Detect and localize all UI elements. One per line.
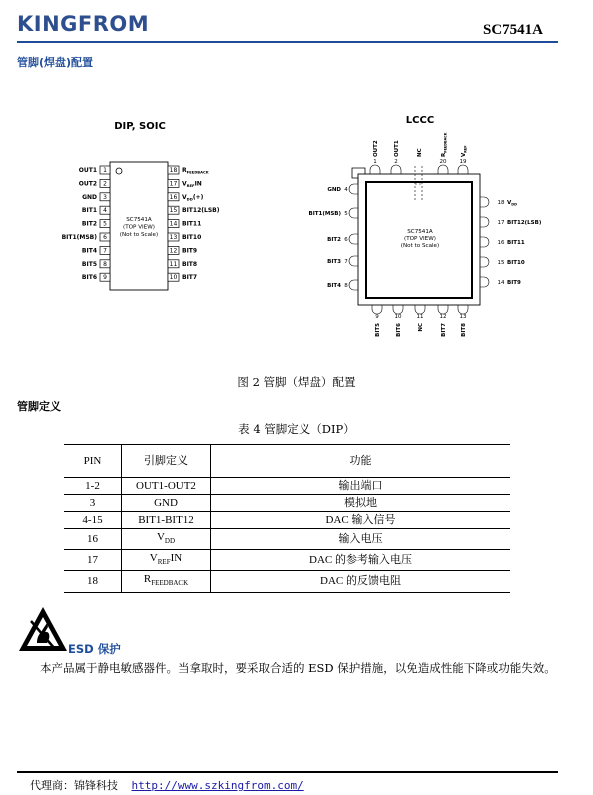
dip-pin-label: BIT2 [81, 220, 97, 228]
dip-pin-label: $R_{FEEDBACK}$ [182, 167, 209, 175]
lccc-pin-number: 15 [497, 260, 505, 266]
lccc-chip-label: (Not to Scale) [400, 243, 440, 249]
dip-pin-number: 1 [103, 167, 107, 174]
lccc-pin-label: NC [418, 323, 424, 332]
dip-pin-label: BIT8 [182, 260, 198, 268]
lccc-pin-number: 16 [497, 240, 505, 246]
lccc-pin-label: BIT9 [507, 280, 521, 286]
dip-pin-label: $V_{DD}(+)$ [182, 193, 204, 202]
part-number: SC7541A [482, 22, 543, 38]
esd-title: ESD 保护 [68, 642, 121, 656]
table-row [64, 512, 510, 529]
lccc-pad [480, 197, 489, 207]
cell-def [122, 529, 211, 550]
header-def: 引脚定义 [122, 445, 211, 478]
lccc-pin-label: BIT8 [461, 323, 467, 337]
lccc-pad [438, 165, 448, 174]
dip-pin-label: BIT6 [81, 274, 97, 282]
dip-pin-number: 17 [169, 180, 178, 188]
lccc-pad [393, 305, 403, 314]
cell-pin: 4-15 [64, 512, 122, 529]
lccc-pin-number: 11 [416, 314, 424, 320]
lccc-pad [480, 257, 489, 267]
lccc-pad [349, 280, 358, 290]
cell-pin: 3 [64, 495, 122, 512]
dip-chip-label: (TOP VIEW) [123, 224, 155, 231]
def-sub: REF [157, 558, 171, 567]
lccc-pin-number: 6 [344, 237, 348, 243]
lccc-pad [480, 237, 489, 247]
lccc-pad [415, 305, 425, 314]
lccc-pin-label: BIT5 [375, 323, 381, 337]
lccc-pin-label: BIT6 [396, 323, 402, 337]
dip-chip-label: (Not to Scale) [119, 232, 159, 238]
lccc-pin-number: 14 [497, 280, 505, 286]
esd-warning-icon [17, 605, 69, 653]
lccc-pin-label: BIT4 [327, 283, 341, 289]
lccc-corner [352, 168, 365, 184]
lccc-pin-label: OUT2 [373, 140, 379, 157]
cell-pin: 17 [64, 550, 122, 571]
footer-divider [17, 771, 558, 773]
pin1-marker [116, 168, 122, 174]
cell-pin: 18 [64, 571, 122, 592]
lccc-pin-label: GND [327, 187, 341, 193]
lccc-pin-label: OUT1 [394, 140, 400, 157]
dip-pin-number: 18 [169, 167, 178, 174]
dip-pin-label: BIT12(LSB) [182, 207, 220, 215]
cell-def: OUT1-OUT2 [122, 478, 211, 495]
lccc-pin-number: 10 [394, 314, 402, 320]
cell-func: DAC 的反馈电阻 [211, 571, 511, 592]
dip-pin-label: $V_{REF}IN$ [182, 180, 202, 188]
cell-func: DAC 的参考输入电压 [211, 550, 511, 571]
lccc-pin-label: BIT10 [507, 260, 525, 266]
dip-pin-label: BIT4 [81, 247, 97, 255]
lccc-pad [372, 305, 382, 314]
dip-pin-number: 14 [169, 220, 178, 228]
section-title: 管脚(焊盘)配置 [17, 56, 94, 69]
table-row [64, 550, 510, 571]
lccc-pin-label: BIT3 [327, 259, 341, 265]
table-caption: 表 4 管脚定义（DIP） [238, 422, 355, 436]
cell-pin: 1-2 [64, 478, 122, 495]
dip-chip-label: SC7541A [126, 217, 152, 223]
dip-pin-number: 15 [169, 207, 178, 215]
dip-pin-number: 12 [169, 247, 178, 255]
dip-pin-label: BIT11 [182, 220, 202, 228]
lccc-pad [370, 165, 380, 174]
lccc-pin-number: 19 [459, 159, 467, 165]
lccc-pad [349, 208, 358, 218]
dip-pin-number: 8 [103, 260, 107, 268]
dip-pin-label: BIT1 [81, 207, 97, 215]
header-pin: PIN [64, 445, 122, 478]
cell-def: GND [122, 495, 211, 512]
lccc-pin-label: BIT1(MSB) [308, 211, 341, 217]
company-logo: KINGFROM [17, 12, 150, 36]
def-sub: FEEDBACK [151, 579, 189, 588]
lccc-pad [349, 184, 358, 194]
dip-pin-label: BIT7 [182, 274, 198, 282]
lccc-pin-number: 8 [344, 283, 348, 289]
lccc-pin-number: 12 [439, 314, 447, 320]
dip-pin-number: 6 [103, 234, 107, 241]
lccc-pin-number: 1 [373, 159, 377, 165]
dip-pin-number: 10 [169, 274, 178, 282]
lccc-pin-number: 2 [394, 159, 398, 165]
lccc-pad [391, 165, 401, 174]
lccc-diagram [309, 115, 542, 337]
dip-pin-number: 2 [103, 180, 107, 188]
lccc-pin-number: 17 [497, 220, 505, 226]
def-tail: IN [170, 552, 183, 565]
lccc-pin-number: 18 [497, 200, 505, 206]
cell-def [122, 550, 211, 571]
lccc-pin-label: NC [417, 148, 423, 157]
cell-func: 模拟地 [211, 495, 511, 512]
lccc-title: LCCC [405, 115, 435, 126]
footer [30, 777, 304, 793]
dip-pin-number: 11 [169, 260, 178, 268]
table-row [64, 529, 510, 550]
lccc-pin-number: 9 [375, 314, 379, 320]
footer-label: 代理商：锦锋科技 [30, 779, 118, 792]
pin-definition-table [64, 444, 510, 593]
lccc-pin-label: BIT7 [441, 323, 447, 337]
dip-pin-label: GND [82, 193, 97, 201]
dip-pin-label: OUT1 [78, 167, 97, 174]
dip-pin-number: 5 [103, 220, 107, 228]
lccc-pin-label: BIT2 [327, 237, 341, 243]
dip-diagram [62, 121, 220, 290]
table-row [64, 571, 510, 592]
lccc-pin-label: BIT12(LSB) [507, 220, 542, 226]
table-row [64, 495, 510, 512]
dip-pin-label: BIT1(MSB) [61, 234, 97, 241]
def-main: R [143, 573, 152, 586]
header-divider [17, 41, 558, 43]
lccc-pad [480, 217, 489, 227]
lccc-pin-number: 20 [439, 159, 447, 165]
dip-pin-label: BIT5 [81, 260, 97, 268]
cell-pin: 16 [64, 529, 122, 550]
lccc-pad [438, 305, 448, 314]
lccc-pin-label: $V_{DD}$ [507, 200, 517, 207]
lccc-pad [349, 256, 358, 266]
lccc-pad [458, 165, 468, 174]
dip-pin-number: 4 [103, 207, 107, 215]
pin-def-title: 管脚定义 [17, 400, 61, 413]
cell-def [122, 571, 211, 592]
def-main: V [149, 552, 158, 565]
lccc-pin-number: 5 [344, 211, 348, 217]
header-func: 功能 [211, 445, 511, 478]
cell-func: 输入电压 [211, 529, 511, 550]
lccc-pad [480, 277, 489, 287]
lccc-pin-number: 7 [344, 259, 348, 265]
lccc-pad [349, 234, 358, 244]
lccc-pin-label: $V_{REF}$ [461, 145, 468, 157]
cell-def: BIT1-BIT12 [122, 512, 211, 529]
dip-pin-label: BIT9 [182, 247, 198, 255]
lccc-pad [458, 305, 468, 314]
cell-func: 输出端口 [211, 478, 511, 495]
dip-pin-label: OUT2 [78, 180, 97, 188]
lccc-pin-number: 13 [459, 314, 467, 320]
lccc-pin-label: BIT11 [507, 240, 525, 246]
def-sub: DD [164, 537, 176, 546]
lccc-chip-label: SC7541A [407, 229, 433, 235]
cell-func: DAC 输入信号 [211, 512, 511, 529]
table-header-row [64, 445, 510, 478]
dip-pin-number: 9 [103, 274, 107, 282]
dip-pin-number: 7 [103, 247, 107, 255]
esd-text: 本产品属于静电敏感器件。当拿取时，要采取合适的 ESD 保护措施，以免造成性能下降或功能失效。 [40, 661, 556, 675]
dip-pin-number: 13 [169, 234, 178, 241]
def-main: V [156, 531, 165, 543]
dip-pin-label: BIT10 [182, 234, 202, 241]
pin-diagrams [0, 100, 593, 370]
dip-pin-number: 3 [103, 193, 107, 201]
website-link[interactable]: http://www.szkingfrom.com/ [131, 779, 304, 792]
table-row [64, 478, 510, 495]
dip-title: DIP, SOIC [114, 121, 166, 132]
lccc-pin-label: $R_{FEEDBACK}$ [441, 132, 448, 157]
dip-pin-number: 16 [169, 193, 178, 201]
lccc-pin-number: 4 [344, 187, 348, 193]
lccc-chip-label: (TOP VIEW) [404, 236, 436, 242]
figure-caption: 图 2 管脚（焊盘）配置 [237, 375, 356, 389]
